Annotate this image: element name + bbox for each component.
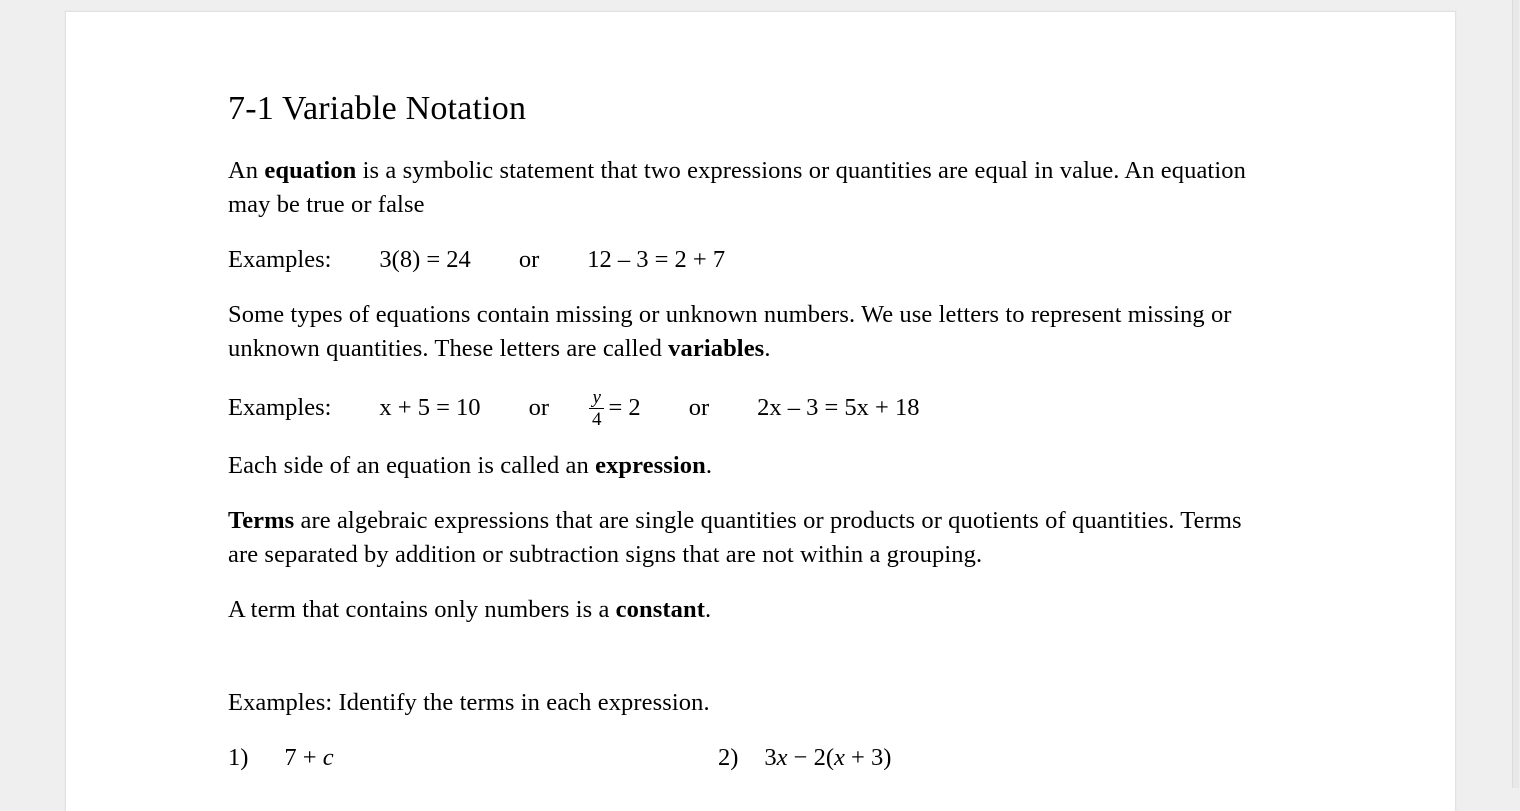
fraction-y-over-4 (589, 388, 605, 429)
problem-2-operator: − 2( (787, 744, 835, 772)
problem-2-coefficient: 3 (764, 744, 777, 772)
problem-2-variable-a: x (776, 744, 788, 772)
variables-def-text-pre: Some types of equations contain missing or unknown numbers. We use letters to represent missing or unknown quantities. These letters are called (228, 301, 1232, 363)
page-title: 7-1 Variable Notation (228, 90, 527, 127)
problem-item-2 (718, 741, 891, 775)
fraction-denominator: 4 (589, 408, 605, 429)
examples-row-equations (228, 243, 1273, 277)
example-expression-2c: 2x – 3 = 5x + 18 (757, 393, 920, 421)
example-conjunction-2a: or (528, 393, 549, 421)
example-expression-1b: 12 – 3 = 2 + 7 (587, 246, 726, 274)
paragraph-expression-definition (228, 449, 1273, 483)
examples-identify-text: Examples: Identify the terms in each expression. (228, 689, 710, 717)
examples-label-2: Examples: (228, 393, 332, 421)
paragraph-terms-definition (228, 504, 1273, 572)
term-variables: variables (668, 335, 765, 363)
example-expression-1a: 3(8) = 24 (379, 246, 471, 274)
example-conjunction-1: or (518, 246, 540, 274)
problem-2-tail: + 3) (844, 744, 892, 772)
fraction-numerator: y (592, 387, 601, 409)
paragraph-examples-identify (228, 686, 1273, 720)
problem-1-variable: c (322, 744, 334, 772)
problem-number-2: 2) (718, 744, 739, 772)
example-expression-2a: x + 5 = 10 (379, 393, 481, 421)
term-equation: equation (264, 157, 357, 185)
terms-def-text-post: are algebraic expressions that are single quantities or products or quotients of quantities. Terms are separated by addition or subtraction signs that are not within a grouping. (228, 507, 1242, 569)
problem-row (228, 741, 1273, 775)
problem-expression-2 (764, 741, 891, 775)
problem-1-operand: 7 + (284, 744, 323, 772)
problem-expression-1 (284, 741, 333, 775)
blank-paragraph-spacer (228, 648, 1273, 686)
vertical-scrollbar-thumb[interactable] (1513, 0, 1519, 788)
term-terms: Terms (228, 507, 295, 535)
variables-def-text-post: . (764, 335, 771, 363)
example-expression-2b-rhs: = 2 (608, 393, 641, 421)
constant-def-text-post: . (704, 596, 712, 624)
term-expression: expression (595, 452, 706, 480)
examples-label-1: Examples: (228, 246, 332, 274)
paragraph-variables-definition (228, 298, 1273, 366)
equation-def-text-pre: An (228, 157, 265, 185)
vertical-scrollbar[interactable] (1512, 0, 1520, 788)
document-content (228, 90, 1273, 775)
constant-def-text-pre: A term that contains only numbers is a (228, 596, 616, 624)
expression-def-text-pre: Each side of an equation is called an (228, 452, 596, 480)
equation-def-text-post: is a symbolic statement that two expressions or quantities are equal in value. An equation may be true or false (228, 157, 1246, 219)
term-constant: constant (615, 596, 705, 624)
example-conjunction-2b: or (688, 393, 710, 421)
problem-item-1 (228, 741, 718, 775)
expression-def-text-post: . (705, 452, 713, 480)
document-page (65, 11, 1456, 811)
paragraph-equation-definition (228, 154, 1273, 222)
paragraph-constant-definition (228, 593, 1273, 627)
problem-number-1: 1) (228, 744, 249, 772)
examples-row-variables (228, 387, 1273, 431)
problem-2-variable-b: x (834, 744, 845, 772)
